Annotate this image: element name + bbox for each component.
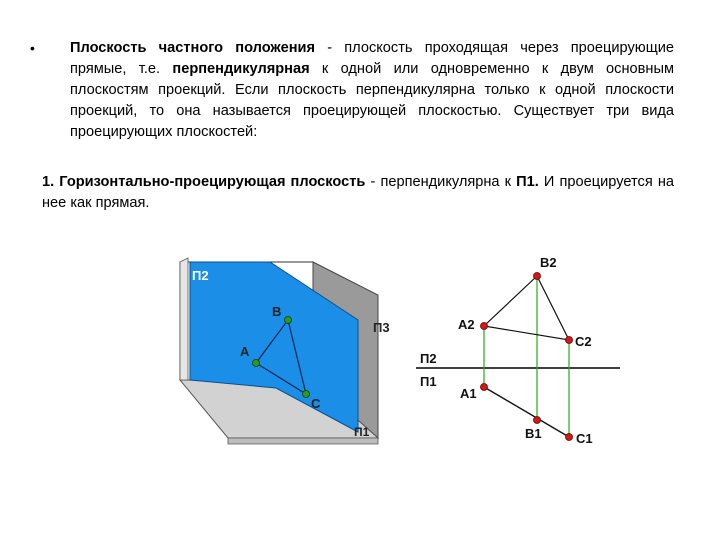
label-b1: B1 — [525, 426, 542, 441]
projection-drawing — [158, 240, 623, 462]
frontal-wall-edge — [180, 258, 188, 380]
label-p2-axis: П2 — [420, 351, 437, 366]
point-c1 — [566, 434, 573, 441]
label-p1-axis: П1 — [420, 374, 437, 389]
label-p1-3d: П1 — [354, 425, 370, 439]
label-p2-3d: П2 — [192, 268, 209, 283]
label-b2: B2 — [540, 255, 557, 270]
label-b-3d: B — [272, 304, 282, 319]
label-a1: A1 — [460, 386, 477, 401]
spatial-view — [180, 258, 390, 444]
frontal-projection-triangle — [484, 276, 569, 340]
point-b-3d — [285, 317, 292, 324]
definition-paragraph — [70, 38, 674, 143]
label-c1: C1 — [576, 431, 593, 446]
point-b1 — [534, 417, 541, 424]
point-a2 — [481, 323, 488, 330]
definition-text-b: к одной или одновременно к двум основным плоскостям проекций. Если плоскость перпендикулярна только к одной плоскости проекций, то она называется проецирующей плоскостью. Существует три вида проецирующих плоскостей: — [70, 61, 674, 140]
label-a2: A2 — [458, 317, 475, 332]
item-1-text-b: И проецируется на нее как прямая. — [42, 174, 674, 211]
point-c-3d — [303, 391, 310, 398]
point-a1 — [481, 384, 488, 391]
item-1-term: 1. Горизонтально-проецирующая плоскость — [42, 174, 366, 190]
point-b2 — [534, 273, 541, 280]
definition-text-a: - плоскость проходящая через проецирующие прямые, т.е. — [70, 40, 674, 77]
label-p3-3d: П3 — [373, 320, 390, 335]
definition-term: Плоскость частного положения — [70, 40, 315, 56]
orthographic-view — [416, 255, 620, 446]
item-1-plane-ref: П1. — [516, 174, 539, 190]
label-c-3d: C — [311, 396, 321, 411]
point-a-3d — [253, 360, 260, 367]
bullet-marker: • — [30, 40, 35, 56]
label-a-3d: A — [240, 344, 250, 359]
point-c2 — [566, 337, 573, 344]
projection-figure — [158, 240, 623, 462]
definition-term-perpendicular: перпендикулярная — [172, 61, 310, 77]
label-c2: C2 — [575, 334, 592, 349]
item-1-text-a: - перпендикулярна к — [365, 174, 517, 190]
item-1-paragraph — [42, 172, 674, 214]
